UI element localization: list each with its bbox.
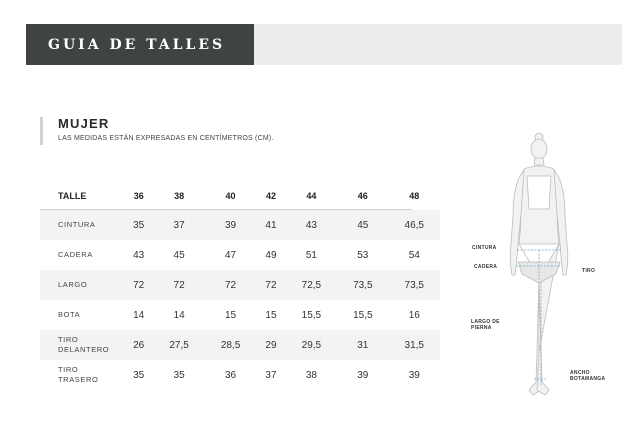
section-title: MUJER <box>58 116 110 131</box>
measure-value: 72,5 <box>301 279 322 291</box>
measure-value: 38 <box>305 369 317 381</box>
measure-value: 72 <box>173 279 185 291</box>
title-banner <box>26 24 254 65</box>
measure-value: 29,5 <box>301 339 322 351</box>
measure-value: 26 <box>133 339 145 351</box>
size-col-40: 40 <box>225 191 236 201</box>
measure-value: 14 <box>173 309 185 321</box>
measure-value: 54 <box>408 249 420 261</box>
measure-value: 36 <box>224 369 237 381</box>
section-accent-bar <box>40 117 43 145</box>
top-garment <box>527 176 551 209</box>
size-col-46: 46 <box>357 191 368 201</box>
measure-value: 15 <box>265 309 277 321</box>
size-table-body <box>40 210 440 390</box>
measure-value: 35 <box>133 369 145 381</box>
size-col-38: 38 <box>174 191 185 201</box>
label-largo-de-pierna: LARGO DE PIERNA <box>471 319 500 331</box>
measure-value: 41 <box>265 219 277 231</box>
measure-value: 37 <box>173 219 185 231</box>
measure-value: 49 <box>265 249 277 261</box>
size-col-48: 48 <box>409 191 420 201</box>
measure-value: 39 <box>357 369 369 381</box>
label-ancho-botamanga: ANCHO BOTAMANGA <box>570 370 606 382</box>
measure-label: TIRO TRASERO <box>58 365 99 384</box>
size-col-42: 42 <box>265 191 276 201</box>
size-row-tiro-trasero <box>40 360 440 390</box>
measure-value: 39 <box>224 219 237 231</box>
table-header-divider <box>40 209 412 210</box>
section-subtitle: LAS MEDIDAS ESTÁN EXPRESADAS EN CENTÍMETROS (CM). <box>58 135 274 142</box>
size-table <box>40 182 440 390</box>
measure-value: 35 <box>173 369 185 381</box>
measure-value: 73,5 <box>404 279 424 291</box>
measure-value: 15,5 <box>353 309 373 321</box>
measure-value: 51 <box>305 249 317 261</box>
label-cadera: CADERA <box>474 264 498 270</box>
measure-value: 72 <box>133 279 145 291</box>
size-header-row <box>40 182 440 210</box>
measure-value: 27,5 <box>169 339 189 351</box>
size-col-44: 44 <box>306 191 317 201</box>
measure-value: 39 <box>408 369 420 381</box>
measure-value: 47 <box>224 249 237 261</box>
page-title: GUIA DE TALLES <box>48 36 226 53</box>
measure-label: LARGO <box>58 280 88 289</box>
measure-value: 31,5 <box>404 339 424 351</box>
title-banner-fill <box>254 24 622 65</box>
size-col-36: 36 <box>133 191 144 201</box>
measure-label: TIRO DELANTERO <box>58 335 110 354</box>
size-row-tiro-delantero <box>40 330 440 360</box>
label-tiro: TIRO <box>582 268 596 274</box>
body-figure-illustration <box>500 132 590 402</box>
measure-value: 46,5 <box>404 219 424 231</box>
measure-label: CADERA <box>58 250 93 259</box>
size-row-cintura <box>40 210 440 240</box>
measure-value: 31 <box>357 339 369 351</box>
size-corner-label: TALLE <box>58 191 87 201</box>
measure-value: 43 <box>133 249 145 261</box>
label-cintura: CINTURA <box>472 245 497 251</box>
measure-value: 72 <box>224 279 237 291</box>
measure-value: 43 <box>305 219 317 231</box>
size-row-bota <box>40 300 440 330</box>
measure-label: BOTA <box>58 310 81 319</box>
measure-value: 53 <box>357 249 369 261</box>
measure-value: 73,5 <box>353 279 373 291</box>
measure-label: CINTURA <box>58 220 96 229</box>
size-row-cadera <box>40 240 440 270</box>
measure-value: 35 <box>133 219 145 231</box>
size-row-largo <box>40 270 440 300</box>
measure-value: 15 <box>224 309 237 321</box>
measure-value: 45 <box>357 219 369 231</box>
measure-value: 16 <box>408 309 420 321</box>
measure-value: 37 <box>265 369 277 381</box>
measure-value: 28,5 <box>220 339 241 351</box>
measure-value: 29 <box>265 339 277 351</box>
measure-value: 72 <box>265 279 277 291</box>
measure-value: 45 <box>173 249 185 261</box>
measure-value: 14 <box>133 309 145 321</box>
measure-value: 15,5 <box>301 309 322 321</box>
